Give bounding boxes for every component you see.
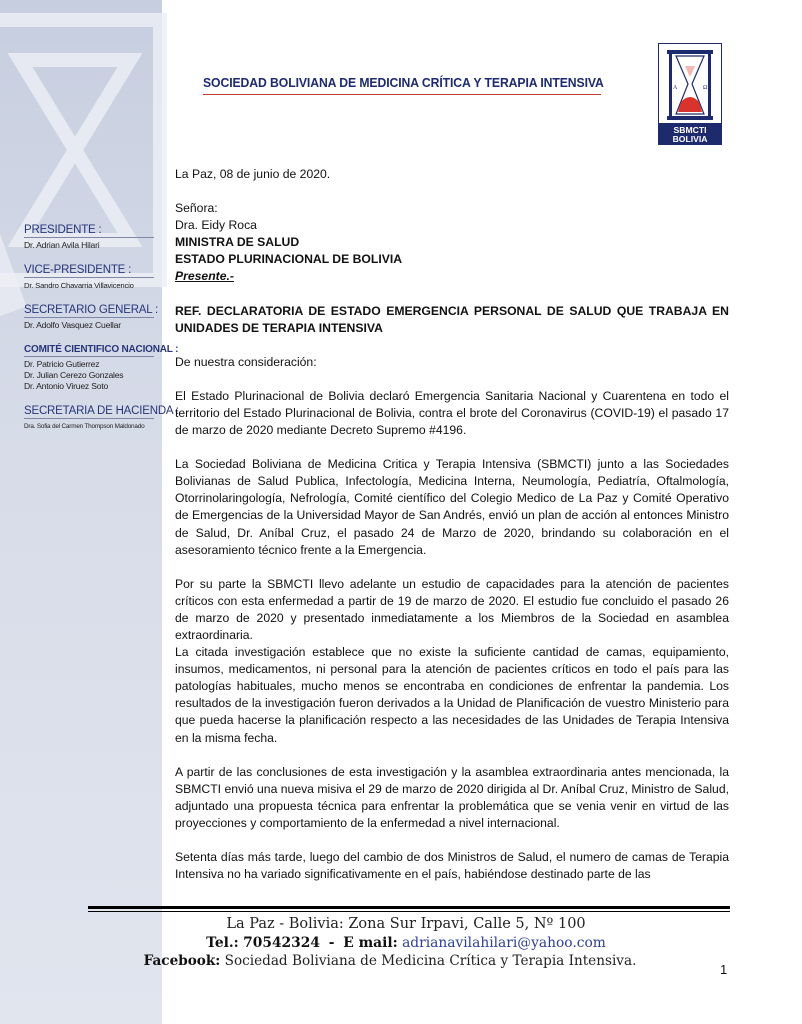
presente: Presente.-: [175, 269, 234, 284]
tel-label: Tel.:: [206, 935, 239, 951]
footer-facebook: [0, 953, 786, 969]
officer-president: [24, 224, 154, 251]
officer-title: PRESIDENTE :: [24, 224, 102, 236]
logo-text: BOLIVIA: [672, 134, 708, 144]
sbmcti-logo: [658, 43, 722, 145]
email-label: E mail:: [343, 935, 398, 951]
paragraph: La Sociedad Boliviana de Medicina Critica y Terapia Intensiva (SBMCTI) junto a las Sociedades Bolivianas de Salud Publica, Infectología, Medicina Interna, Neumología, Pediatría, Oftalmología, Otorrinolaringología, Nefrología, Comité científico del Colegio Medico de La Paz y Comité Operativo de Emergencias de la Universidad Mayor de San Andrés, envió un plan de acción al entonces Ministro de Salud, Dr. Aníbal Cruz, el pasado 24 de Marzo de 2020, brindando su colaboración en el asesoramiento técnico frente a la Emergencia.: [175, 457, 729, 557]
officer-name: Dr. Adolfo Vasquez Cuellar: [24, 320, 121, 330]
hourglass-icon: [659, 44, 721, 124]
officer-vice-president: [24, 264, 154, 291]
officer-name: Dra. Sofia del Carmen Thompson Maldonado: [24, 423, 145, 430]
paragraph: Por su parte la SBMCTI llevo adelante un estudio de capacidades para la atención de pacientes críticos con esta enfermedad a partir de 19 de marzo de 2020. El estudio fue concluido el pasado 26 de marzo de 2020 y presentado inmediatamente a los Miembros de la Sociedad en asamblea extraordinaria.: [175, 576, 729, 642]
reference-line: REF. DECLARATORIA DE ESTADO EMERGENCIA PERSONAL DE SALUD QUE TRABAJA EN UNIDADES DE TERAPIA INTENSIVA: [175, 303, 729, 335]
paragraph: A partir de las conclusiones de esta investigación y la asamblea extraordinaria antes mencionada, la SBMCTI envió una nueva misiva el 29 de marzo de 2020 dirigida al Dr. Aníbal Cruz, Ministro de Salud, adjuntado una propuesta técnica para enfrentar la problemática que se venia venir en virtud de las proyecciones y comportamiento de la enfermedad a nivel internacional.: [175, 764, 729, 830]
footer-address: La Paz - Bolivia: Zona Sur Irpavi, Calle 5, Nº 100: [226, 916, 586, 932]
paragraph: La citada investigación establece que no existe la suficiente cantidad de camas, equipamiento, insumos, medicamentos, ni personal para la atención de pacientes críticos en todo el país para las patologías habituales, mucho menos se encontraba en condiciones de enfrentar la pandemia. Los resultados de la investigación fueron derivados a la Unidad de Planificación de vuestro Ministerio para que pueda hacerse la planificación respecto a las necesidades de las Unidades de Terapia Intensiva en la misma fecha.: [175, 645, 729, 745]
page-number: 1: [720, 962, 728, 977]
officer-name: Dr. Julian Cerezo Gonzales: [24, 370, 124, 380]
recipient-title: MINISTRA DE SALUD: [175, 235, 300, 250]
separator: -: [328, 935, 335, 951]
officer-treasurer: [24, 405, 179, 432]
officer-name: Dr. Patricio Gutierrez: [24, 359, 100, 369]
svg-text:Ω: Ω: [703, 85, 708, 91]
facebook-label: Facebook:: [143, 953, 221, 969]
header-divider: [203, 94, 601, 95]
officer-title: COMITÉ CIENTIFICO NACIONAL :: [24, 344, 179, 355]
org-title: SOCIEDAD BOLIVIANA DE MEDICINA CRÍTICA Y TERAPIA INTENSIVA: [203, 75, 604, 90]
officer-committee: [24, 344, 179, 392]
tel-number: 70542324: [243, 935, 320, 951]
officer-secretary: [24, 304, 159, 331]
email-link[interactable]: adrianavilahilari@yahoo.com: [402, 935, 606, 951]
letter-body: [175, 166, 729, 883]
officer-title: VICE-PRESIDENTE :: [24, 264, 132, 276]
officer-name: Dr. Antonio Viruez Soto: [24, 381, 109, 391]
footer-contact: [10, 935, 802, 951]
sidebar: [0, 0, 179, 1024]
officers-list: [24, 224, 179, 445]
logo-text: SBMCTI: [673, 125, 707, 135]
svg-text:A: A: [673, 85, 678, 91]
salutation-to: Señora:: [175, 201, 218, 216]
officer-title: SECRETARIA DE HACIENDA :: [24, 405, 179, 417]
officer-name: Dr. Adrian Avila Hilari: [24, 240, 100, 250]
footer-divider: [88, 906, 730, 909]
officer-name: Dr. Sandro Chavarria Villavicencio: [24, 281, 134, 290]
recipient-name: Dra. Eidy Roca: [175, 218, 257, 233]
letter-date: La Paz, 08 de junio de 2020.: [175, 167, 331, 181]
facebook-name: Sociedad Boliviana de Medicina Crítica y Terapia Intensiva.: [224, 953, 637, 969]
officer-title: SECRETARIO GENERAL :: [24, 304, 159, 316]
greeting: De nuestra consideración:: [175, 354, 317, 369]
footer-divider: [88, 911, 730, 912]
recipient-org: ESTADO PLURINACIONAL DE BOLIVIA: [175, 252, 403, 267]
paragraph: Setenta días más tarde, luego del cambio de dos Ministros de Salud, el numero de camas de Terapia Intensiva no ha variado significativamente en el país, habiéndose destinado parte de las: [175, 850, 729, 882]
paragraph: El Estado Plurinacional de Bolivia declaró Emergencia Sanitaria Nacional y Cuarentena en todo el territorio del Estado Plurinacional de Bolivia, contra el brote del Coronavirus (COVID-19) el pasado 17 de marzo de 2020 mediante Decreto Supremo #4196.: [175, 388, 729, 438]
